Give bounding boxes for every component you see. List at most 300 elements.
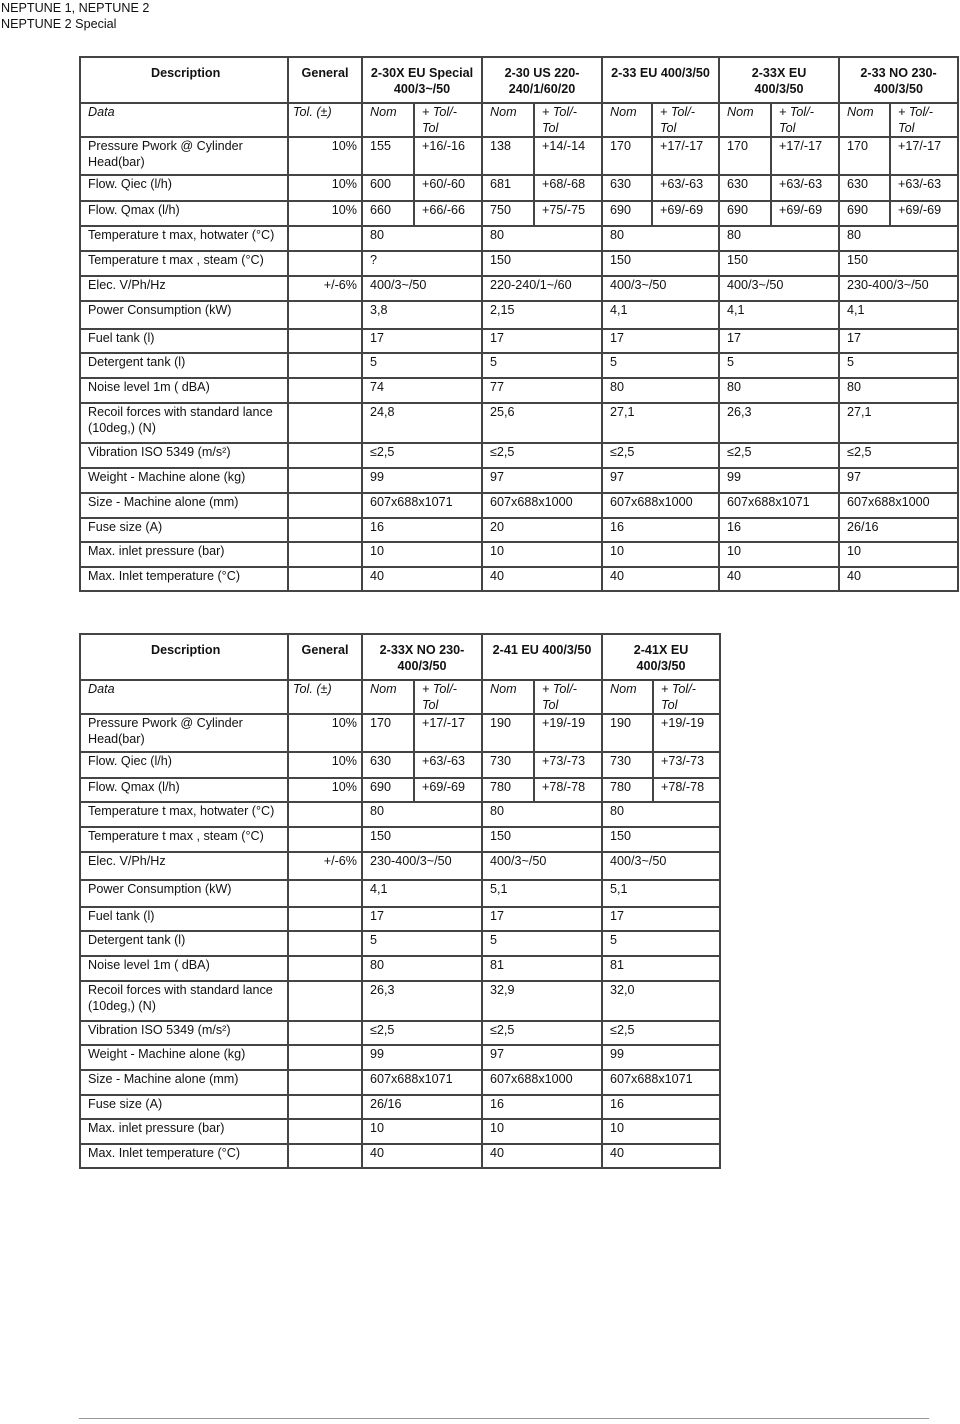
row-label [80, 1021, 288, 1045]
tol-column-header: + Tol/- Tol [414, 103, 482, 137]
table-header-row [80, 634, 720, 680]
row-label [80, 1095, 288, 1119]
table-row [80, 493, 958, 518]
description-header: Description [80, 57, 288, 103]
nominal-value: 690 [602, 201, 652, 226]
model-value: 97 [482, 1045, 602, 1070]
nominal-value: 690 [839, 201, 890, 226]
table-row [80, 468, 958, 493]
model-value: 10 [602, 542, 719, 567]
tol-column-header: + Tol/- Tol [652, 103, 719, 137]
tolerance-value: +63/-63 [890, 175, 958, 201]
general-tolerance [288, 907, 362, 931]
model-header [602, 57, 719, 103]
row-label-line: (10deg,) (N) [88, 999, 156, 1013]
model-value: 150 [719, 251, 839, 276]
row-label [80, 493, 288, 518]
table-row [80, 1095, 720, 1119]
table-row [80, 852, 720, 880]
model-header [482, 57, 602, 103]
model-value: 16 [602, 518, 719, 542]
row-label-line: Noise level 1m ( dBA) [88, 958, 210, 972]
model-value: 607x688x1000 [482, 493, 602, 518]
nominal-value: 600 [362, 175, 414, 201]
model-value: 40 [719, 567, 839, 591]
table-row [80, 301, 958, 329]
model-value: 5 [602, 931, 720, 956]
model-value: 607x688x1071 [362, 493, 482, 518]
table-row [80, 403, 958, 443]
general-tolerance [288, 226, 362, 251]
model-value: 4,1 [602, 301, 719, 329]
row-label-line: Flow. Qmax (l/h) [88, 780, 180, 794]
tolerance-value: +17/-17 [414, 714, 482, 752]
general-tolerance [288, 468, 362, 493]
row-label [80, 175, 288, 201]
row-label [80, 907, 288, 931]
row-label [80, 880, 288, 907]
model-value: 40 [362, 1144, 482, 1168]
table-row [80, 542, 958, 567]
model-value: 26,3 [362, 981, 482, 1021]
table-row [80, 931, 720, 956]
model-value: 5 [839, 353, 958, 378]
table-row [80, 226, 958, 251]
model-value: 26/16 [362, 1095, 482, 1119]
tolerance-value: +75/-75 [534, 201, 602, 226]
row-label-line: Detergent tank (l) [88, 355, 186, 369]
model-value: 16 [719, 518, 839, 542]
nominal-value: 190 [482, 714, 534, 752]
nominal-value: 730 [482, 752, 534, 778]
row-label-line: Flow. Qiec (l/h) [88, 754, 172, 768]
general-tolerance: 10% [288, 778, 362, 802]
row-label-line: Weight - Machine alone (kg) [88, 470, 246, 484]
row-label-line: Power Consumption (kW) [88, 303, 232, 317]
table-row [80, 1144, 720, 1168]
row-label [80, 752, 288, 778]
model-value: 99 [362, 468, 482, 493]
general-tolerance [288, 542, 362, 567]
model-value: 230-400/3~/50 [362, 852, 482, 880]
row-label-line: Head(bar) [88, 732, 145, 746]
general-tolerance: 10% [288, 752, 362, 778]
model-value: 16 [482, 1095, 602, 1119]
model-value: 5,1 [482, 880, 602, 907]
general-tolerance: 10% [288, 714, 362, 752]
tolerance-value: +69/-69 [771, 201, 839, 226]
table-row [80, 752, 720, 778]
subheader-row [80, 103, 958, 137]
table-row [80, 778, 720, 802]
model-value: 81 [482, 956, 602, 981]
model-value: ≤2,5 [839, 443, 958, 468]
model-value: 400/3~/50 [602, 276, 719, 301]
row-label-line: Fuel tank (l) [88, 909, 155, 923]
model-value: 20 [482, 518, 602, 542]
model-value: 80 [602, 226, 719, 251]
header-line-2: NEPTUNE 2 Special [1, 17, 117, 31]
model-value: 2,15 [482, 301, 602, 329]
model-value: 4,1 [362, 880, 482, 907]
general-tolerance [288, 301, 362, 329]
tolerance-value: +16/-16 [414, 137, 482, 175]
tolerance-value: +68/-68 [534, 175, 602, 201]
model-value: 17 [719, 329, 839, 353]
tol-column-header: + Tol/- Tol [414, 680, 482, 714]
general-tolerance [288, 403, 362, 443]
table-row [80, 276, 958, 301]
model-value: 80 [602, 802, 720, 827]
tolerance-value: +14/-14 [534, 137, 602, 175]
nominal-value: 660 [362, 201, 414, 226]
row-label-line: Fuse size (A) [88, 520, 163, 534]
model-value: 230-400/3~/50 [839, 276, 958, 301]
general-tolerance: +/-6% [288, 276, 362, 301]
model-header-line: 400/3~/50 [393, 82, 451, 96]
general-tolerance [288, 1119, 362, 1144]
tol-column-header: + Tol/- Tol [890, 103, 958, 137]
row-label [80, 201, 288, 226]
model-value: 10 [719, 542, 839, 567]
data-column-header: Data [80, 680, 288, 714]
model-value: 607x688x1000 [839, 493, 958, 518]
model-value: 27,1 [839, 403, 958, 443]
model-value: 77 [482, 378, 602, 403]
footer-rule [79, 1418, 929, 1419]
model-value: 74 [362, 378, 482, 403]
table-row [80, 567, 958, 591]
model-value: ? [362, 251, 482, 276]
model-value: 80 [362, 956, 482, 981]
model-header [719, 57, 839, 103]
row-label-line: Size - Machine alone (mm) [88, 495, 239, 509]
model-value: 220-240/1~/60 [482, 276, 602, 301]
tolerance-column-header: Tol. (±) [288, 680, 362, 714]
model-header-line: 400/3/50 [397, 659, 447, 673]
row-label [80, 1119, 288, 1144]
model-value: 607x688x1000 [602, 493, 719, 518]
model-value: 607x688x1000 [482, 1070, 602, 1095]
model-value: 25,6 [482, 403, 602, 443]
row-label-line: Vibration ISO 5349 (m/s²) [88, 445, 231, 459]
tolerance-value: +69/-69 [890, 201, 958, 226]
model-value: 17 [482, 329, 602, 353]
model-value: 97 [839, 468, 958, 493]
model-header [482, 634, 602, 680]
row-label-line: Recoil forces with standard lance [88, 405, 273, 419]
model-value: 150 [482, 827, 602, 852]
nominal-value: 780 [482, 778, 534, 802]
model-value: 40 [482, 1144, 602, 1168]
model-value: 607x688x1071 [719, 493, 839, 518]
table-row [80, 1021, 720, 1045]
nominal-value: 681 [482, 175, 534, 201]
row-label [80, 403, 288, 443]
general-tolerance: 10% [288, 201, 362, 226]
table-row [80, 329, 958, 353]
model-header-line: 2-30X EU Special [370, 66, 474, 80]
general-tolerance [288, 802, 362, 827]
model-value: 40 [839, 567, 958, 591]
nom-column-header: Nom [602, 680, 653, 714]
general-tolerance [288, 443, 362, 468]
nominal-value: 630 [719, 175, 771, 201]
row-label [80, 981, 288, 1021]
model-header-line: 400/3/50 [754, 82, 804, 96]
row-label [80, 714, 288, 752]
model-value: 5 [362, 931, 482, 956]
tolerance-column-header: Tol. (±) [288, 103, 362, 137]
model-value: 99 [602, 1045, 720, 1070]
row-label [80, 956, 288, 981]
row-label-line: Pressure Pwork @ Cylinder [88, 716, 243, 730]
row-label-line: (10deg,) (N) [88, 421, 156, 435]
tolerance-value: +17/-17 [890, 137, 958, 175]
model-value: ≤2,5 [602, 443, 719, 468]
row-label-line: Noise level 1m ( dBA) [88, 380, 210, 394]
model-value: 32,0 [602, 981, 720, 1021]
model-value: 10 [482, 542, 602, 567]
model-value: 150 [362, 827, 482, 852]
table-row [80, 353, 958, 378]
model-value: 80 [839, 378, 958, 403]
model-value: 80 [839, 226, 958, 251]
general-tolerance [288, 827, 362, 852]
row-label-line: Max. inlet pressure (bar) [88, 1121, 225, 1135]
model-value: 80 [482, 226, 602, 251]
row-label [80, 567, 288, 591]
tolerance-value: +78/-78 [653, 778, 720, 802]
row-label-line: Detergent tank (l) [88, 933, 186, 947]
row-label-line: Temperature t max , steam (°C) [88, 253, 264, 267]
row-label [80, 443, 288, 468]
tolerance-value: +73/-73 [653, 752, 720, 778]
model-value: 80 [482, 802, 602, 827]
general-tolerance [288, 1070, 362, 1095]
model-header-line: 2-33 EU 400/3/50 [611, 66, 710, 80]
model-value: 5 [719, 353, 839, 378]
model-value: 10 [839, 542, 958, 567]
model-header-line: 2-33X NO 230- [379, 643, 465, 657]
model-value: 32,9 [482, 981, 602, 1021]
tolerance-value: +63/-63 [414, 752, 482, 778]
model-header-line: 2-33X EU [751, 66, 807, 80]
table-row [80, 443, 958, 468]
row-label-line: Max. Inlet temperature (°C) [88, 569, 241, 583]
model-header-line: 240/1/60/20 [508, 82, 576, 96]
row-label-line: Temperature t max , steam (°C) [88, 829, 264, 843]
row-label-line: Recoil forces with standard lance [88, 983, 273, 997]
row-label-line: Head(bar) [88, 155, 145, 169]
model-value: 40 [602, 1144, 720, 1168]
row-label [80, 518, 288, 542]
row-label [80, 301, 288, 329]
model-value: 80 [602, 378, 719, 403]
model-value: 40 [362, 567, 482, 591]
model-value: 10 [602, 1119, 720, 1144]
spec-table-2 [79, 633, 721, 1169]
row-label-line: Temperature t max, hotwater (°C) [88, 804, 275, 818]
table-row [80, 518, 958, 542]
tolerance-value: +63/-63 [771, 175, 839, 201]
model-value: 10 [482, 1119, 602, 1144]
model-value: 16 [362, 518, 482, 542]
row-label-line: Flow. Qmax (l/h) [88, 203, 180, 217]
nom-column-header: Nom [482, 680, 534, 714]
row-label [80, 852, 288, 880]
table-row [80, 1119, 720, 1144]
general-tolerance [288, 1144, 362, 1168]
row-label [80, 276, 288, 301]
model-value: 400/3~/50 [602, 852, 720, 880]
model-value: 607x688x1071 [602, 1070, 720, 1095]
model-header [839, 57, 958, 103]
model-header-line: 400/3/50 [874, 82, 924, 96]
general-header: General [288, 634, 362, 680]
tol-column-header: + Tol/- Tol [534, 103, 602, 137]
general-tolerance: +/-6% [288, 852, 362, 880]
model-value: 10 [362, 1119, 482, 1144]
nominal-value: 690 [362, 778, 414, 802]
model-value: ≤2,5 [719, 443, 839, 468]
model-value: 400/3~/50 [719, 276, 839, 301]
row-label [80, 468, 288, 493]
row-label-line: Max. inlet pressure (bar) [88, 544, 225, 558]
model-value: ≤2,5 [362, 1021, 482, 1045]
model-header [602, 634, 720, 680]
model-value: ≤2,5 [362, 443, 482, 468]
row-label-line: Max. Inlet temperature (°C) [88, 1146, 241, 1160]
table-header-row [80, 57, 958, 103]
model-value: 5 [602, 353, 719, 378]
table-row [80, 880, 720, 907]
nominal-value: 170 [602, 137, 652, 175]
model-value: 97 [602, 468, 719, 493]
subheader-row [80, 680, 720, 714]
nom-column-header: Nom [362, 103, 414, 137]
model-value: 27,1 [602, 403, 719, 443]
general-tolerance [288, 931, 362, 956]
nominal-value: 170 [362, 714, 414, 752]
general-tolerance [288, 567, 362, 591]
tolerance-value: +19/-19 [653, 714, 720, 752]
row-label [80, 802, 288, 827]
model-value: 99 [719, 468, 839, 493]
general-tolerance [288, 880, 362, 907]
row-label-line: Fuse size (A) [88, 1097, 163, 1111]
row-label [80, 353, 288, 378]
model-value: 3,8 [362, 301, 482, 329]
nominal-value: 170 [719, 137, 771, 175]
general-tolerance: 10% [288, 137, 362, 175]
row-label-line: Elec. V/Ph/Hz [88, 854, 166, 868]
nom-column-header: Nom [362, 680, 414, 714]
nominal-value: 780 [602, 778, 653, 802]
model-value: ≤2,5 [482, 443, 602, 468]
document-header [1, 0, 149, 32]
nominal-value: 138 [482, 137, 534, 175]
row-label [80, 1045, 288, 1070]
model-header [362, 57, 482, 103]
nominal-value: 750 [482, 201, 534, 226]
tolerance-value: +19/-19 [534, 714, 602, 752]
model-header-line: 400/3/50 [636, 659, 686, 673]
model-value: 150 [482, 251, 602, 276]
tolerance-value: +69/-69 [414, 778, 482, 802]
row-label [80, 1144, 288, 1168]
row-label-line: Size - Machine alone (mm) [88, 1072, 239, 1086]
table-row [80, 251, 958, 276]
table-row [80, 201, 958, 226]
model-value: 80 [362, 226, 482, 251]
model-value: 4,1 [719, 301, 839, 329]
model-value: 5 [362, 353, 482, 378]
table-row [80, 1070, 720, 1095]
model-value: 400/3~/50 [482, 852, 602, 880]
model-value: 24,8 [362, 403, 482, 443]
row-label-line: Pressure Pwork @ Cylinder [88, 139, 243, 153]
model-value: 16 [602, 1095, 720, 1119]
row-label-line: Vibration ISO 5349 (m/s²) [88, 1023, 231, 1037]
general-tolerance [288, 1095, 362, 1119]
row-label-line: Temperature t max, hotwater (°C) [88, 228, 275, 242]
nominal-value: 690 [719, 201, 771, 226]
model-value: 17 [362, 329, 482, 353]
table-row [80, 714, 720, 752]
spec-table-1 [79, 56, 959, 592]
general-tolerance [288, 329, 362, 353]
model-value: 40 [602, 567, 719, 591]
model-value: 80 [719, 226, 839, 251]
nominal-value: 155 [362, 137, 414, 175]
row-label-line: Flow. Qiec (l/h) [88, 177, 172, 191]
row-label [80, 778, 288, 802]
nom-column-header: Nom [482, 103, 534, 137]
tolerance-value: +69/-69 [652, 201, 719, 226]
data-column-header: Data [80, 103, 288, 137]
model-value: 17 [602, 907, 720, 931]
model-value: 80 [719, 378, 839, 403]
model-value: 17 [839, 329, 958, 353]
table-row [80, 378, 958, 403]
nom-column-header: Nom [719, 103, 771, 137]
table-row [80, 907, 720, 931]
general-header: General [288, 57, 362, 103]
model-value: 607x688x1071 [362, 1070, 482, 1095]
model-value: 17 [362, 907, 482, 931]
nominal-value: 630 [362, 752, 414, 778]
row-label-line: Elec. V/Ph/Hz [88, 278, 166, 292]
general-tolerance [288, 981, 362, 1021]
general-tolerance [288, 1021, 362, 1045]
model-header-line: 2-30 US 220- [504, 66, 580, 80]
row-label [80, 931, 288, 956]
tolerance-value: +78/-78 [534, 778, 602, 802]
model-value: 150 [602, 251, 719, 276]
nominal-value: 630 [839, 175, 890, 201]
row-label-line: Weight - Machine alone (kg) [88, 1047, 246, 1061]
row-label-line: Power Consumption (kW) [88, 882, 232, 896]
nominal-value: 730 [602, 752, 653, 778]
table-row [80, 175, 958, 201]
model-header-line: 2-41 EU 400/3/50 [492, 643, 592, 657]
model-value: 26/16 [839, 518, 958, 542]
model-value: 40 [482, 567, 602, 591]
table-row [80, 981, 720, 1021]
tolerance-value: +60/-60 [414, 175, 482, 201]
tolerance-value: +66/-66 [414, 201, 482, 226]
